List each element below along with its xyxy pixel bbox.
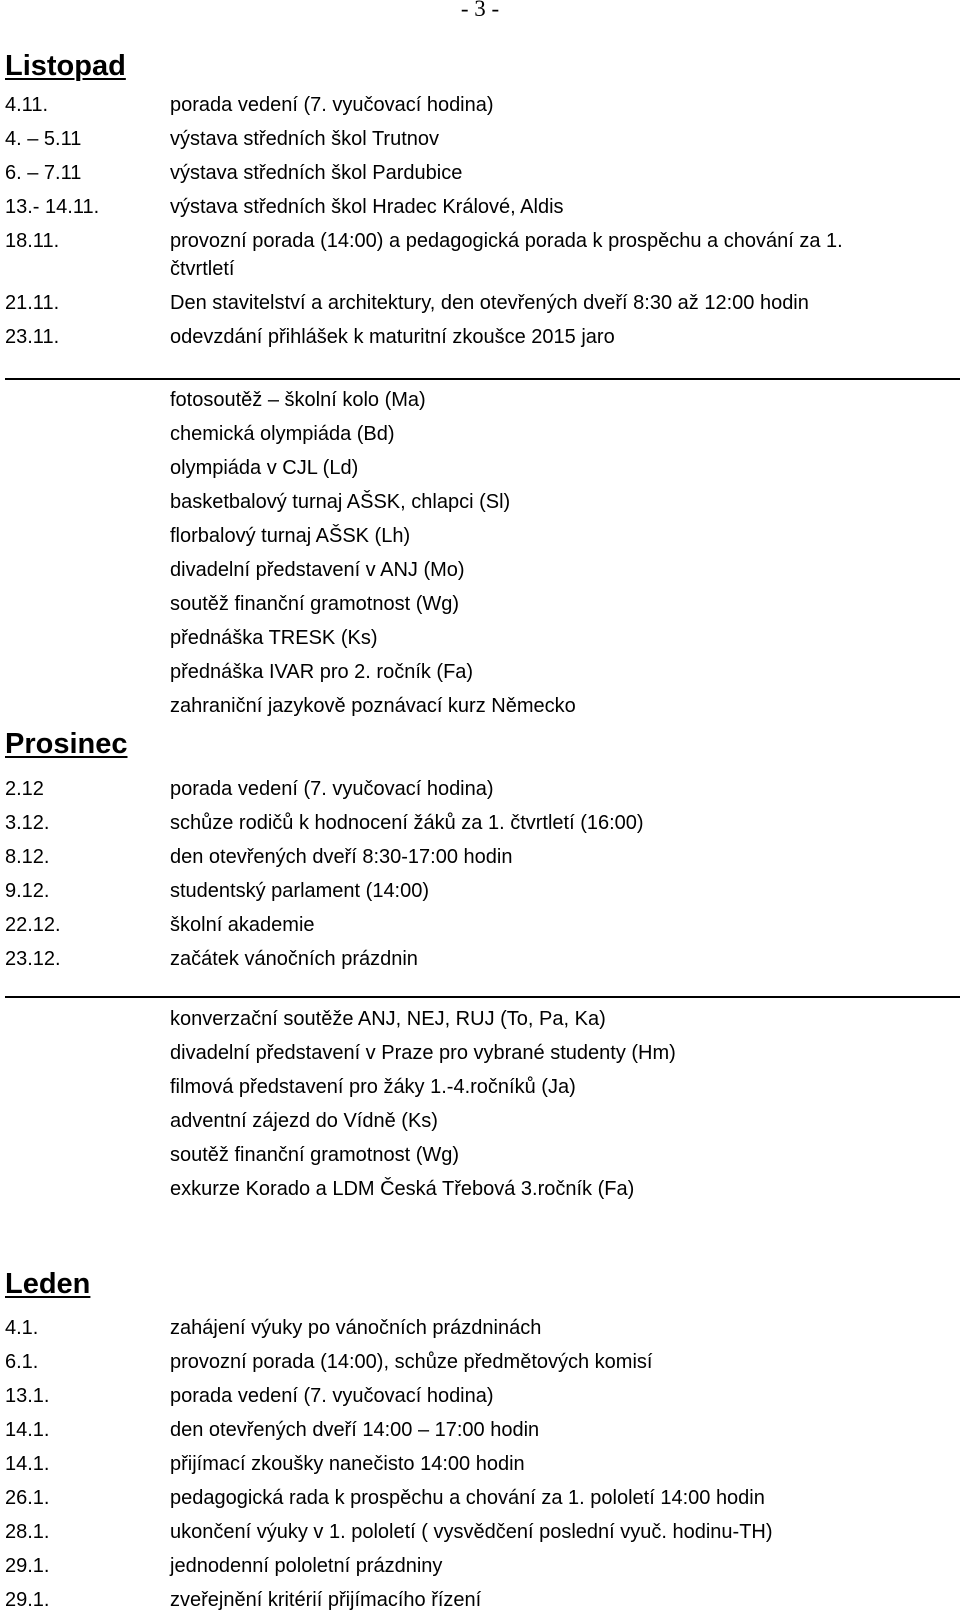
event-desc: odevzdání přihlášek k maturitní zkoušce 2015 jaro [170, 326, 615, 348]
activity-item: divadelní představení v ANJ (Mo) [170, 559, 465, 581]
event-row [0, 1379, 950, 1413]
event-desc: den otevřených dveří 14:00 – 17:00 hodin [170, 1419, 540, 1441]
leden-events [0, 1311, 950, 1617]
activity-item: soutěž finanční gramotnost (Wg) [170, 593, 460, 615]
event-desc: začátek vánočních prázdnin [170, 948, 418, 970]
event-date: 14.1. [5, 1453, 50, 1475]
month-heading-listopad: Listopad [5, 50, 126, 82]
event-date: 13.1. [5, 1385, 50, 1407]
event-desc: výstava středních škol Hradec Králové, Aldis [170, 196, 564, 218]
event-row [0, 88, 950, 122]
activity-item: konverzační soutěže ANJ, NEJ, RUJ (To, Pa, Ka) [170, 1008, 606, 1030]
activity-item: adventní zájezd do Vídně (Ks) [170, 1110, 438, 1132]
event-desc: porada vedení (7. vyučovací hodina) [170, 778, 494, 800]
activity-item: divadelní představení v Praze pro vybrané studenty (Hm) [170, 1042, 676, 1064]
event-date: 8.12. [5, 846, 50, 868]
activity-item: florbalový turnaj AŠSK (Lh) [170, 525, 411, 547]
event-date: 6. – 7.11 [5, 162, 82, 184]
event-date: 4.1. [5, 1317, 39, 1339]
event-row [0, 1413, 950, 1447]
event-row [0, 942, 950, 976]
event-row [0, 1311, 950, 1345]
event-row [0, 1515, 950, 1549]
activity-item: olympiáda v CJL (Ld) [170, 457, 359, 479]
event-date: 26.1. [5, 1487, 50, 1509]
event-desc: zahájení výuky po vánočních prázdninách [170, 1317, 542, 1339]
activity-item: fotosoutěž – školní kolo (Ma) [170, 389, 426, 411]
page-number: - 3 - [460, 0, 500, 21]
listopad-other-activities [170, 383, 576, 723]
prosinec-other-activities [170, 1002, 676, 1206]
event-date: 6.1. [5, 1351, 39, 1373]
event-desc: provozní porada (14:00), schůze předmětových komisí [170, 1351, 653, 1373]
event-date: 4. – 5.11 [5, 128, 82, 150]
event-row [0, 1447, 950, 1481]
event-desc: školní akademie [170, 914, 315, 936]
event-row [0, 190, 950, 224]
event-date: 23.11. [5, 326, 60, 348]
prosinec-events [0, 772, 950, 976]
event-date: 9.12. [5, 880, 50, 902]
month-heading-leden: Leden [5, 1268, 91, 1300]
activity-item: přednáška IVAR pro 2. ročník (Fa) [170, 661, 474, 683]
activity-item: chemická olympiáda (Bd) [170, 423, 395, 445]
activity-item: soutěž finanční gramotnost (Wg) [170, 1144, 460, 1166]
event-date: 23.12. [5, 948, 61, 970]
event-row [0, 286, 950, 320]
event-desc: přijímací zkoušky nanečisto 14:00 hodin [170, 1453, 525, 1475]
event-desc: provozní porada (14:00) a pedagogická porada k prospěchu a chování za 1. čtvrtletí [170, 230, 843, 280]
event-desc: zveřejnění kritérií přijímacího řízení [170, 1589, 482, 1611]
event-row [0, 156, 950, 190]
event-row [0, 1549, 950, 1583]
activity-item: exkurze Korado a LDM Česká Třebová 3.ročník (Fa) [170, 1178, 635, 1200]
event-desc: ukončení výuky v 1. pololetí ( vysvědčení poslední vyuč. hodinu-TH) [170, 1521, 773, 1543]
event-date: 22.12. [5, 914, 61, 936]
event-row [0, 1481, 950, 1515]
event-desc: porada vedení (7. vyučovací hodina) [170, 1385, 494, 1407]
event-date: 21.11. [5, 292, 60, 314]
event-date: 29.1. [5, 1555, 50, 1577]
activity-item: zahraniční jazykově poznávací kurz Německo [170, 695, 576, 717]
listopad-events [0, 88, 950, 354]
event-row [0, 1345, 950, 1379]
event-desc: schůze rodičů k hodnocení žáků za 1. čtvrtletí (16:00) [170, 812, 644, 834]
event-row [0, 772, 950, 806]
event-desc: porada vedení (7. vyučovací hodina) [170, 94, 494, 116]
event-desc: pedagogická rada k prospěchu a chování za 1. pololetí 14:00 hodin [170, 1487, 765, 1509]
event-row [0, 840, 950, 874]
event-date: 14.1. [5, 1419, 50, 1441]
event-date: 28.1. [5, 1521, 50, 1543]
event-desc: výstava středních škol Trutnov [170, 128, 440, 150]
activity-item: basketbalový turnaj AŠSK, chlapci (Sl) [170, 491, 511, 513]
event-desc: den otevřených dveří 8:30-17:00 hodin [170, 846, 513, 868]
event-date: 3.12. [5, 812, 50, 834]
event-desc: studentský parlament (14:00) [170, 880, 430, 902]
event-row [0, 874, 950, 908]
activity-item: filmová představení pro žáky 1.-4.ročníků (Ja) [170, 1076, 576, 1098]
event-row [0, 224, 950, 286]
event-row [0, 320, 950, 354]
event-row [0, 908, 950, 942]
event-date: 13.- 14.11. [5, 196, 100, 218]
event-row [0, 806, 950, 840]
event-desc: výstava středních škol Pardubice [170, 162, 463, 184]
event-date: 18.11. [5, 230, 60, 252]
month-heading-prosinec: Prosinec [5, 728, 128, 760]
event-row [0, 1583, 950, 1617]
event-desc: jednodenní pololetní prázdniny [170, 1555, 443, 1577]
event-date: 29.1. [5, 1589, 50, 1611]
section-divider [5, 378, 960, 380]
event-row [0, 122, 950, 156]
event-date: 2.12 [5, 778, 44, 800]
section-divider [5, 996, 960, 998]
event-desc: Den stavitelství a architektury, den otevřených dveří 8:30 až 12:00 hodin [170, 292, 809, 314]
activity-item: přednáška TRESK (Ks) [170, 627, 378, 649]
event-date: 4.11. [5, 94, 48, 116]
